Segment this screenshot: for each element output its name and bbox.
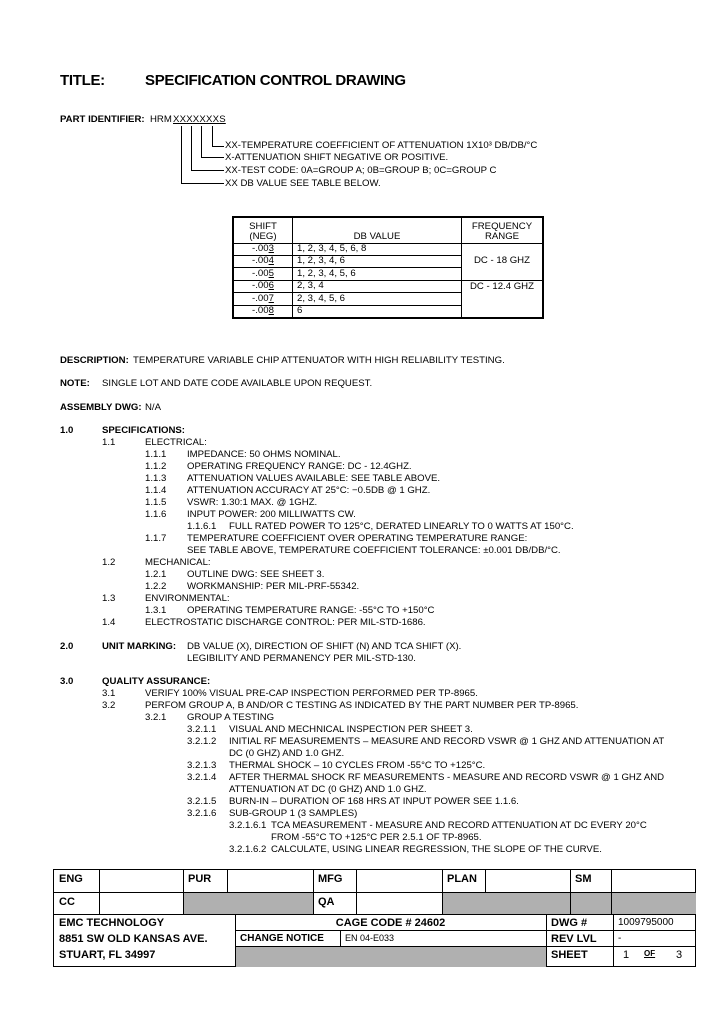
- db-value-cell: 2, 3, 4: [293, 280, 462, 292]
- approval-sm: SM: [575, 873, 592, 885]
- legend-shift: X-ATTENUATION SHIFT NEGATIVE OR POSITIVE.: [225, 152, 449, 163]
- item-text: BURN-IN – DURATION OF 168 HRS AT INPUT POWER SEE 1.1.6.: [229, 796, 519, 807]
- section-number: 3.0: [60, 676, 74, 687]
- db-value-cell: 1, 2, 3, 4, 6: [293, 255, 462, 267]
- item-text: ELECTROSTATIC DISCHARGE CONTROL: PER MIL-STD-1686.: [145, 617, 426, 628]
- db-value-cell: 2, 3, 4, 5, 6: [293, 293, 462, 305]
- item-number: 1.1.6.1: [187, 521, 217, 532]
- section-title-quality-assurance: QUALITY ASSURANCE:: [102, 676, 211, 687]
- table-row: [233, 280, 543, 292]
- item-number: 3.1: [102, 688, 116, 699]
- item-number: 1.1.3: [145, 473, 167, 484]
- table-row: [233, 243, 543, 255]
- frequency-cell: DC - 12.4 GHZ: [462, 280, 544, 318]
- note-text: SINGLE LOT AND DATE CODE AVAILABLE UPON REQUEST.: [102, 378, 373, 389]
- assembly-dwg-value: N/A: [145, 402, 161, 413]
- leader-line: [191, 126, 192, 170]
- shift-cell: -.003: [233, 243, 293, 255]
- approval-eng: ENG: [59, 873, 83, 885]
- item-text: MECHANICAL:: [145, 557, 211, 568]
- approval-cc: CC: [59, 896, 75, 908]
- part-identifier-label: PART IDENTIFIER:: [60, 114, 145, 125]
- db-value-cell: 1, 2, 3, 4, 5, 6: [293, 268, 462, 280]
- company-name: EMC TECHNOLOGY: [59, 917, 165, 929]
- rev-level-value: -: [618, 933, 622, 944]
- header-db-value: DB VALUE: [293, 217, 462, 243]
- leader-line: [191, 170, 224, 171]
- item-text: TEMPERATURE COEFFICIENT OVER OPERATING TEMPERATURE RANGE:: [187, 533, 528, 544]
- item-number: 3.2.1.4: [187, 772, 217, 783]
- shaded-cell: [183, 893, 313, 914]
- assembly-dwg-label: ASSEMBLY DWG:: [60, 402, 142, 413]
- item-text: SUB-GROUP 1 (3 SAMPLES): [229, 808, 358, 819]
- approval-mfg: MFG: [318, 873, 343, 885]
- item-number: 3.2.1.5: [187, 796, 217, 807]
- item-text: PERFOM GROUP A, B AND/OR C TESTING AS INDICATED BY THE PART NUMBER PER TP-8965.: [145, 700, 579, 711]
- section-number: 2.0: [60, 641, 74, 652]
- item-number: 1.3.1: [145, 605, 167, 616]
- item-text: INITIAL RF MEASUREMENTS – MEASURE AND RECORD VSWR @ 1 GHZ AND ATTENUATION AT: [229, 736, 665, 747]
- leader-line: [212, 126, 213, 146]
- item-text: WORKMANSHIP: PER MIL-PRF-55342.: [187, 581, 360, 592]
- section-title-unit-marking: UNIT MARKING:: [102, 641, 177, 652]
- title-label: TITLE:: [60, 72, 105, 89]
- note-label: NOTE:: [60, 378, 90, 389]
- shift-cell: -.008: [233, 305, 293, 318]
- item-number: 3.2.1.2: [187, 736, 217, 747]
- item-number: 3.2.1.6.2: [229, 844, 267, 855]
- leader-line: [181, 126, 182, 183]
- legend-db-value: XX DB VALUE SEE TABLE BELOW.: [225, 178, 381, 189]
- sheet-total: 3: [676, 949, 683, 961]
- item-text: DC (0 GHZ) AND 1.0 GHZ.: [229, 748, 345, 759]
- document-title: SPECIFICATION CONTROL DRAWING: [145, 72, 406, 89]
- shift-cell: -.004: [233, 255, 293, 267]
- approval-plan: PLAN: [447, 873, 477, 885]
- header-shift: SHIFT (NEG): [233, 217, 293, 243]
- change-notice-value: EN 04-E033: [345, 933, 395, 943]
- change-notice-label: CHANGE NOTICE: [240, 933, 324, 944]
- table-header-row: [233, 217, 543, 243]
- item-text: CALCULATE, USING LINEAR REGRESSION, THE SLOPE OF THE CURVE.: [271, 844, 602, 855]
- item-text: ATTENUATION ACCURACY AT 25°C: −0.5DB @ 1 GHZ.: [187, 485, 431, 496]
- item-text: FROM -55°C TO +125°C PER 2.5.1 OF TP-8965.: [271, 832, 482, 843]
- item-number: 1.2: [102, 557, 116, 568]
- item-number: 1.4: [102, 617, 116, 628]
- rev-level-label: REV LVL: [551, 933, 597, 945]
- item-text: GROUP A TESTING: [187, 712, 275, 723]
- item-text: OPERATING FREQUENCY RANGE: DC - 12.4GHZ.: [187, 461, 412, 472]
- shaded-cell: [442, 893, 696, 914]
- leader-line: [181, 183, 224, 184]
- part-identifier-prefix: HRM: [150, 114, 172, 125]
- item-number: 3.2.1.6.1: [229, 820, 267, 831]
- part-identifier-code: XXXXXXXS: [173, 114, 226, 125]
- item-number: 1.2.2: [145, 581, 167, 592]
- cage-code: CAGE CODE # 24602: [335, 917, 446, 929]
- item-text: THERMAL SHOCK – 10 CYCLES FROM -55°C TO +125°C.: [229, 760, 486, 771]
- shaded-cell: [235, 946, 546, 967]
- shift-cell: -.005: [233, 268, 293, 280]
- item-text: OPERATING TEMPERATURE RANGE: -55°C TO +150°C: [187, 605, 435, 616]
- db-value-cell: 1, 2, 3, 4, 5, 6, 8: [293, 243, 462, 255]
- item-number: 1.1.2: [145, 461, 167, 472]
- item-number: 1.1.6: [145, 509, 167, 520]
- item-text: AFTER THERMAL SHOCK RF MEASUREMENTS - MEASURE AND RECORD VSWR @ 1 GHZ AND: [229, 772, 665, 783]
- frequency-cell: DC - 18 GHZ: [462, 243, 544, 280]
- leader-line: [201, 126, 202, 157]
- item-number: 1.2.1: [145, 569, 167, 580]
- header-frequency: FREQUENCY RANGE: [462, 217, 544, 243]
- item-text: SEE TABLE ABOVE, TEMPERATURE COEFFICIENT TOLERANCE: ±0.001 DB/DB/°C.: [187, 545, 561, 556]
- item-text: FULL RATED POWER TO 125°C, DERATED LINEARLY TO 0 WATTS AT 150°C.: [229, 521, 574, 532]
- legend-tca: XX-TEMPERATURE COEFFICIENT OF ATTENUATION 1X10³ DB/DB/°C: [225, 140, 538, 151]
- approval-qa: QA: [318, 896, 335, 908]
- item-number: 3.2.1.6: [187, 808, 217, 819]
- item-number: 1.1.4: [145, 485, 167, 496]
- item-text: ATTENUATION AT DC (0 GHZ) AND 1.0 GHZ.: [229, 784, 427, 795]
- item-text: VERIFY 100% VISUAL PRE-CAP INSPECTION PERFORMED PER TP-8965.: [145, 688, 478, 699]
- title-block: [53, 869, 696, 967]
- item-text: ATTENUATION VALUES AVAILABLE: SEE TABLE ABOVE.: [187, 473, 441, 484]
- item-number: 1.1: [102, 437, 116, 448]
- legend-test-code: XX-TEST CODE: 0A=GROUP A; 0B=GROUP B; 0C=GROUP C: [225, 165, 497, 176]
- item-text: TCA MEASUREMENT - MEASURE AND RECORD ATTENUATION AT DC EVERY 20°C: [271, 820, 647, 831]
- sheet-of: OF: [644, 949, 656, 958]
- item-text: OUTLINE DWG: SEE SHEET 3.: [187, 569, 325, 580]
- company-address-line2: STUART, FL 34997: [59, 949, 156, 961]
- item-number: 1.1.5: [145, 497, 167, 508]
- dwg-number: 1009795000: [618, 917, 674, 928]
- section-number: 1.0: [60, 425, 74, 436]
- leader-line: [201, 157, 224, 158]
- description-label: DESCRIPTION:: [60, 355, 129, 366]
- shift-cell: -.007: [233, 293, 293, 305]
- shift-cell: -.006: [233, 280, 293, 292]
- unit-marking-line1: DB VALUE (X), DIRECTION OF SHIFT (N) AND TCA SHIFT (X).: [187, 641, 462, 652]
- leader-line: [212, 146, 224, 147]
- sheet-label: SHEET: [551, 949, 588, 961]
- item-text: ELECTRICAL:: [145, 437, 207, 448]
- item-text: VSWR: 1.30:1 MAX. @ 1GHZ.: [187, 497, 318, 508]
- company-address-line1: 8851 SW OLD KANSAS AVE.: [59, 933, 208, 945]
- item-text: INPUT POWER: 200 MILLIWATTS CW.: [187, 509, 356, 520]
- db-value-cell: 6: [293, 305, 462, 318]
- item-number: 1.1.1: [145, 449, 167, 460]
- item-number: 1.1.7: [145, 533, 167, 544]
- item-text: ENVIRONMENTAL:: [145, 593, 230, 604]
- description-text: TEMPERATURE VARIABLE CHIP ATTENUATOR WITH HIGH RELIABILITY TESTING.: [133, 355, 505, 366]
- sheet-number: 1: [623, 949, 630, 961]
- dwg-label: DWG #: [551, 917, 588, 929]
- item-number: 3.2.1: [145, 712, 167, 723]
- item-number: 3.2.1.1: [187, 724, 217, 735]
- db-value-table: [232, 216, 544, 319]
- unit-marking-line2: LEGIBILITY AND PERMANENCY PER MIL-STD-130.: [187, 653, 416, 664]
- section-title-specifications: SPECIFICATIONS:: [102, 425, 185, 436]
- item-text: IMPEDANCE: 50 OHMS NOMINAL.: [187, 449, 341, 460]
- item-number: 3.2.1.3: [187, 760, 217, 771]
- approval-pur: PUR: [188, 873, 212, 885]
- item-text: VISUAL AND MECHNICAL INSPECTION PER SHEET 3.: [229, 724, 473, 735]
- item-number: 1.3: [102, 593, 116, 604]
- item-number: 3.2: [102, 700, 116, 711]
